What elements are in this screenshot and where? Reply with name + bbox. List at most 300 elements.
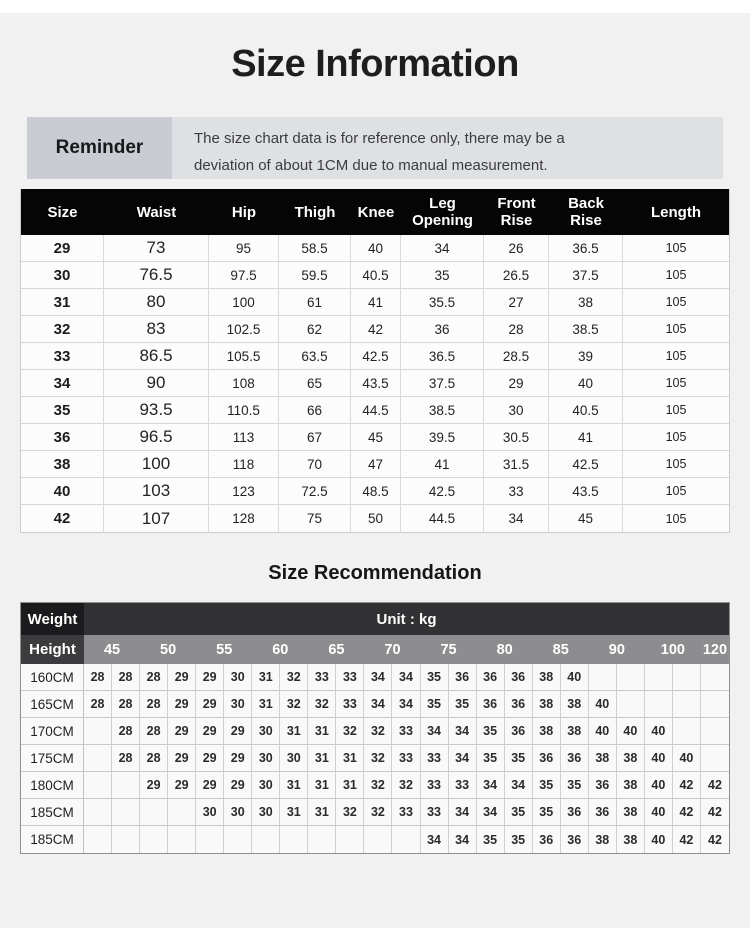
size-value-cell: 35 — [533, 772, 561, 799]
weight-header-cell: 80 — [477, 635, 533, 664]
size-table-cell: 105 — [665, 241, 687, 255]
size-value-cell: 42 — [701, 799, 729, 826]
size-table-cell: 29 — [484, 370, 549, 396]
size-value-cell — [673, 691, 701, 718]
size-value-cell: 29 — [168, 664, 196, 691]
size-table-cell: 102.5 — [209, 316, 279, 342]
size-table-cell: 40.5 — [549, 397, 623, 423]
weight-header-cell: 50 — [140, 635, 196, 664]
size-table-cell: 86.5 — [104, 343, 209, 369]
size-value-cell — [701, 691, 729, 718]
size-value-cell: 33 — [336, 664, 364, 691]
size-table-cell: 42.5 — [401, 478, 484, 504]
size-value-cell: 28 — [112, 691, 140, 718]
size-table-cell: 33 — [21, 343, 104, 369]
size-table-header-cell: Leg Opening — [412, 195, 473, 229]
size-value-cell: 31 — [308, 799, 336, 826]
size-value-cell: 35 — [477, 826, 505, 853]
size-table-cell: 59.5 — [279, 262, 351, 288]
size-table-header-row — [21, 189, 729, 235]
recommendation-row — [21, 745, 729, 772]
size-value-cell: 36 — [505, 691, 533, 718]
size-table-cell: 38.5 — [549, 316, 623, 342]
size-table-cell: 48.5 — [351, 478, 401, 504]
size-value-cell: 34 — [421, 718, 449, 745]
size-value-cell: 32 — [364, 772, 392, 799]
size-value-cell: 33 — [392, 718, 420, 745]
size-value-cell: 34 — [505, 772, 533, 799]
size-table-cell: 35 — [401, 262, 484, 288]
size-table-cell: 42.5 — [351, 343, 401, 369]
size-table-cell: 80 — [104, 289, 209, 315]
size-table-cell: 96.5 — [104, 424, 209, 450]
size-table-cell: 105 — [665, 376, 687, 390]
height-label-cell: Height — [21, 635, 84, 664]
size-table-row — [21, 505, 729, 532]
size-table-cell: 63.5 — [279, 343, 351, 369]
size-table-cell: 83 — [104, 316, 209, 342]
size-value-cell: 34 — [392, 664, 420, 691]
size-table-cell: 34 — [484, 505, 549, 532]
size-value-cell — [140, 826, 168, 853]
unit-row — [21, 603, 729, 635]
size-value-cell: 40 — [645, 718, 673, 745]
size-table-row — [21, 316, 729, 343]
size-value-cell: 31 — [252, 664, 280, 691]
size-table — [20, 189, 730, 533]
size-value-cell: 36 — [449, 664, 477, 691]
size-value-cell — [168, 826, 196, 853]
size-table-cell: 45 — [549, 505, 623, 532]
size-table-cell: 39 — [549, 343, 623, 369]
size-table-header-cell: Back Rise — [568, 195, 604, 229]
size-value-cell: 34 — [449, 745, 477, 772]
size-table-cell: 105.5 — [209, 343, 279, 369]
size-value-cell: 36 — [561, 826, 589, 853]
size-value-cell: 33 — [336, 691, 364, 718]
size-value-cell: 38 — [533, 691, 561, 718]
size-table-cell: 105 — [665, 484, 687, 498]
size-value-cell: 32 — [364, 718, 392, 745]
reminder-text-line1: The size chart data is for reference only, there may be a — [194, 130, 565, 147]
size-value-cell: 34 — [449, 718, 477, 745]
size-table-row — [21, 262, 729, 289]
size-value-cell: 35 — [505, 745, 533, 772]
size-value-cell: 32 — [336, 718, 364, 745]
size-table-cell: 44.5 — [351, 397, 401, 423]
size-table-cell: 105 — [665, 349, 687, 363]
height-value-cell: 170CM — [21, 718, 84, 745]
unit-label-cell: Unit : kg — [84, 603, 729, 635]
size-table-cell: 105 — [665, 430, 687, 444]
size-table-cell: 35.5 — [401, 289, 484, 315]
size-value-cell: 32 — [308, 691, 336, 718]
size-table-cell: 27 — [484, 289, 549, 315]
weight-header-cell: 120 — [701, 635, 729, 664]
size-value-cell: 40 — [589, 691, 617, 718]
weight-header-cell: 85 — [533, 635, 589, 664]
size-table-cell: 29 — [21, 235, 104, 261]
size-value-cell: 40 — [617, 718, 645, 745]
size-value-cell: 32 — [280, 664, 308, 691]
size-table-cell: 65 — [279, 370, 351, 396]
size-value-cell — [701, 718, 729, 745]
size-value-cell: 34 — [421, 826, 449, 853]
size-value-cell: 42 — [673, 772, 701, 799]
size-value-cell: 31 — [280, 799, 308, 826]
size-table-cell: 43.5 — [351, 370, 401, 396]
size-value-cell: 35 — [477, 718, 505, 745]
size-table-cell: 26.5 — [484, 262, 549, 288]
recommendation-row — [21, 799, 729, 826]
size-table-row — [21, 289, 729, 316]
size-table-cell: 50 — [351, 505, 401, 532]
size-value-cell: 38 — [561, 691, 589, 718]
size-table-cell: 40 — [549, 370, 623, 396]
height-value-cell: 180CM — [21, 772, 84, 799]
size-table-cell: 113 — [209, 424, 279, 450]
size-table-header-cell: Waist — [136, 203, 177, 221]
size-table-cell: 105 — [665, 322, 687, 336]
size-value-cell: 31 — [280, 718, 308, 745]
size-value-cell — [84, 772, 112, 799]
size-table-cell: 26 — [484, 235, 549, 261]
weight-label-cell: Weight — [21, 603, 84, 635]
size-table-cell: 42.5 — [549, 451, 623, 477]
size-table-cell: 100 — [209, 289, 279, 315]
size-value-cell: 40 — [561, 664, 589, 691]
size-table-cell: 38 — [21, 451, 104, 477]
size-table-cell: 97.5 — [209, 262, 279, 288]
size-value-cell — [392, 826, 420, 853]
weight-header-cell: 70 — [364, 635, 420, 664]
size-table-cell: 100 — [104, 451, 209, 477]
weight-header-cell: 65 — [308, 635, 364, 664]
size-table-cell: 40 — [21, 478, 104, 504]
size-value-cell: 35 — [449, 691, 477, 718]
size-table-cell: 58.5 — [279, 235, 351, 261]
size-value-cell: 28 — [140, 664, 168, 691]
size-value-cell: 29 — [196, 745, 224, 772]
size-value-cell: 42 — [673, 826, 701, 853]
size-value-cell — [224, 826, 252, 853]
size-value-cell: 29 — [224, 772, 252, 799]
size-value-cell: 34 — [477, 799, 505, 826]
size-value-cell: 29 — [196, 691, 224, 718]
size-table-cell: 28 — [484, 316, 549, 342]
size-value-cell — [112, 826, 140, 853]
top-white-strip — [0, 0, 750, 13]
reminder-text-line2: deviation of about 1CM due to manual measurement. — [194, 157, 548, 174]
size-value-cell — [589, 664, 617, 691]
recommendation-row — [21, 718, 729, 745]
size-value-cell: 36 — [533, 745, 561, 772]
size-table-cell: 31 — [21, 289, 104, 315]
size-value-cell — [364, 826, 392, 853]
size-value-cell: 31 — [308, 745, 336, 772]
size-table-cell: 73 — [104, 235, 209, 261]
size-value-cell: 28 — [140, 718, 168, 745]
size-value-cell: 34 — [364, 691, 392, 718]
size-value-cell: 32 — [364, 745, 392, 772]
size-table-cell: 61 — [279, 289, 351, 315]
size-table-cell: 42 — [351, 316, 401, 342]
size-table-row — [21, 235, 729, 262]
size-value-cell: 35 — [421, 664, 449, 691]
size-table-cell: 36.5 — [549, 235, 623, 261]
size-value-cell: 38 — [533, 718, 561, 745]
size-table-header-cell: Size — [47, 203, 78, 221]
size-value-cell: 40 — [645, 745, 673, 772]
size-table-cell: 34 — [21, 370, 104, 396]
size-value-cell: 34 — [477, 772, 505, 799]
size-value-cell — [673, 664, 701, 691]
size-table-cell: 70 — [279, 451, 351, 477]
size-value-cell — [84, 826, 112, 853]
size-value-cell: 29 — [224, 745, 252, 772]
size-table-cell: 28.5 — [484, 343, 549, 369]
size-recommendation-body — [21, 664, 729, 853]
size-table-cell: 66 — [279, 397, 351, 423]
size-value-cell — [336, 826, 364, 853]
size-value-cell: 40 — [645, 826, 673, 853]
reminder-label: Reminder — [27, 117, 172, 179]
weight-header-cell: 90 — [589, 635, 645, 664]
size-table-cell: 35 — [21, 397, 104, 423]
size-value-cell: 36 — [477, 691, 505, 718]
size-table-cell: 107 — [104, 505, 209, 532]
size-table-cell: 40 — [351, 235, 401, 261]
size-value-cell — [645, 664, 673, 691]
size-table-cell: 32 — [21, 316, 104, 342]
size-value-cell — [252, 826, 280, 853]
size-table-cell: 30 — [484, 397, 549, 423]
size-value-cell: 29 — [140, 772, 168, 799]
size-table-cell: 43.5 — [549, 478, 623, 504]
size-value-cell: 32 — [280, 691, 308, 718]
size-value-cell — [617, 664, 645, 691]
size-value-cell — [280, 826, 308, 853]
weight-header-cell: 55 — [196, 635, 252, 664]
size-value-cell: 28 — [140, 691, 168, 718]
size-table-cell: 36 — [401, 316, 484, 342]
size-table-cell: 41 — [401, 451, 484, 477]
size-value-cell — [140, 799, 168, 826]
size-table-header-cell: Length — [651, 203, 701, 221]
height-value-cell: 185CM — [21, 799, 84, 826]
size-value-cell: 36 — [561, 745, 589, 772]
size-value-cell: 36 — [589, 772, 617, 799]
size-value-cell — [112, 799, 140, 826]
size-value-cell: 33 — [449, 772, 477, 799]
size-table-header-cell: Hip — [231, 203, 257, 221]
size-value-cell: 30 — [196, 799, 224, 826]
size-value-cell — [84, 745, 112, 772]
size-value-cell: 34 — [449, 799, 477, 826]
size-value-cell: 34 — [364, 664, 392, 691]
size-recommendation-title: Size Recommendation — [268, 562, 482, 584]
size-table-cell: 128 — [209, 505, 279, 532]
size-table-cell: 72.5 — [279, 478, 351, 504]
size-value-cell: 28 — [84, 664, 112, 691]
size-value-cell — [196, 826, 224, 853]
size-table-cell: 103 — [104, 478, 209, 504]
recommendation-row — [21, 772, 729, 799]
size-value-cell: 40 — [589, 718, 617, 745]
size-value-cell: 42 — [701, 772, 729, 799]
size-table-cell: 93.5 — [104, 397, 209, 423]
size-value-cell: 29 — [196, 664, 224, 691]
size-value-cell: 34 — [392, 691, 420, 718]
size-value-cell: 28 — [112, 664, 140, 691]
size-value-cell: 30 — [280, 745, 308, 772]
page-title: Size Information — [231, 43, 519, 85]
size-value-cell: 40 — [645, 772, 673, 799]
size-value-cell: 29 — [168, 691, 196, 718]
size-table-cell: 38.5 — [401, 397, 484, 423]
reminder-text — [172, 117, 723, 179]
size-value-cell: 40 — [673, 745, 701, 772]
size-table-header-cell: Knee — [357, 203, 395, 221]
size-value-cell — [84, 718, 112, 745]
size-value-cell: 35 — [505, 826, 533, 853]
size-value-cell: 30 — [224, 799, 252, 826]
size-table-cell: 30.5 — [484, 424, 549, 450]
recommendation-row — [21, 826, 729, 853]
size-table-cell: 37.5 — [401, 370, 484, 396]
size-value-cell: 38 — [617, 826, 645, 853]
size-value-cell: 32 — [392, 772, 420, 799]
size-value-cell: 31 — [252, 691, 280, 718]
size-table-header-cell: Thigh — [294, 203, 336, 221]
size-value-cell: 29 — [224, 718, 252, 745]
size-value-cell: 30 — [252, 799, 280, 826]
size-value-cell: 38 — [617, 799, 645, 826]
size-value-cell: 32 — [336, 799, 364, 826]
size-value-cell: 31 — [308, 772, 336, 799]
size-table-cell: 45 — [351, 424, 401, 450]
size-table-row — [21, 451, 729, 478]
weight-header-cell: 75 — [421, 635, 477, 664]
size-value-cell: 28 — [140, 745, 168, 772]
size-value-cell: 36 — [505, 718, 533, 745]
size-value-cell: 29 — [196, 718, 224, 745]
size-value-cell: 30 — [252, 745, 280, 772]
size-value-cell: 30 — [252, 772, 280, 799]
size-table-cell: 42 — [21, 505, 104, 532]
size-value-cell: 33 — [392, 799, 420, 826]
size-value-cell — [701, 745, 729, 772]
size-table-header-cell: Front Rise — [497, 195, 536, 229]
size-table-cell: 47 — [351, 451, 401, 477]
size-value-cell: 32 — [364, 799, 392, 826]
size-value-cell: 31 — [280, 772, 308, 799]
size-table-cell: 41 — [549, 424, 623, 450]
size-table-cell: 90 — [104, 370, 209, 396]
size-value-cell — [308, 826, 336, 853]
size-value-cell: 29 — [168, 718, 196, 745]
size-value-cell: 31 — [336, 772, 364, 799]
size-table-cell: 105 — [665, 511, 687, 526]
size-value-cell: 30 — [224, 664, 252, 691]
size-value-cell: 35 — [533, 799, 561, 826]
size-table-cell: 62 — [279, 316, 351, 342]
size-value-cell — [645, 691, 673, 718]
size-table-cell: 67 — [279, 424, 351, 450]
size-value-cell: 35 — [561, 772, 589, 799]
size-value-cell: 36 — [533, 826, 561, 853]
size-value-cell — [701, 664, 729, 691]
size-table-cell: 75 — [279, 505, 351, 532]
size-value-cell: 35 — [477, 745, 505, 772]
size-table-cell: 105 — [665, 295, 687, 309]
size-value-cell: 29 — [196, 772, 224, 799]
reminder-box — [27, 117, 723, 179]
size-table-cell: 39.5 — [401, 424, 484, 450]
weight-header-cell: 45 — [84, 635, 140, 664]
size-table-cell: 38 — [549, 289, 623, 315]
size-value-cell — [617, 691, 645, 718]
size-value-cell: 28 — [112, 718, 140, 745]
size-value-cell: 38 — [589, 826, 617, 853]
size-value-cell: 29 — [168, 772, 196, 799]
size-value-cell: 40 — [645, 799, 673, 826]
size-value-cell: 33 — [421, 772, 449, 799]
size-value-cell: 38 — [533, 664, 561, 691]
size-value-cell: 36 — [477, 664, 505, 691]
size-value-cell: 31 — [308, 718, 336, 745]
weights-header-row — [21, 635, 729, 664]
size-table-cell: 95 — [209, 235, 279, 261]
size-table-cell: 30 — [21, 262, 104, 288]
size-value-cell — [84, 799, 112, 826]
weight-header-cell: 100 — [645, 635, 701, 664]
size-table-row — [21, 343, 729, 370]
size-table-cell: 105 — [665, 403, 687, 417]
size-value-cell: 36 — [505, 664, 533, 691]
size-table-cell: 36.5 — [401, 343, 484, 369]
size-table-cell: 105 — [665, 268, 687, 282]
size-table-cell: 34 — [401, 235, 484, 261]
size-value-cell: 28 — [112, 745, 140, 772]
size-table-cell: 118 — [209, 451, 279, 477]
size-value-cell: 35 — [505, 799, 533, 826]
size-value-cell: 33 — [392, 745, 420, 772]
height-value-cell: 160CM — [21, 664, 84, 691]
size-table-cell: 123 — [209, 478, 279, 504]
size-table-row — [21, 424, 729, 451]
size-value-cell: 30 — [224, 691, 252, 718]
size-value-cell: 33 — [308, 664, 336, 691]
size-table-cell: 33 — [484, 478, 549, 504]
size-value-cell: 36 — [561, 799, 589, 826]
size-table-cell: 41 — [351, 289, 401, 315]
size-value-cell: 31 — [336, 745, 364, 772]
size-value-cell: 35 — [421, 691, 449, 718]
size-table-cell: 76.5 — [104, 262, 209, 288]
size-value-cell: 33 — [421, 745, 449, 772]
size-table-cell: 31.5 — [484, 451, 549, 477]
size-value-cell: 33 — [421, 799, 449, 826]
height-value-cell: 175CM — [21, 745, 84, 772]
recommendation-row — [21, 664, 729, 691]
size-table-cell: 37.5 — [549, 262, 623, 288]
size-value-cell: 38 — [617, 772, 645, 799]
size-table-cell: 40.5 — [351, 262, 401, 288]
height-value-cell: 185CM — [21, 826, 84, 853]
size-value-cell: 30 — [252, 718, 280, 745]
size-table-row — [21, 397, 729, 424]
